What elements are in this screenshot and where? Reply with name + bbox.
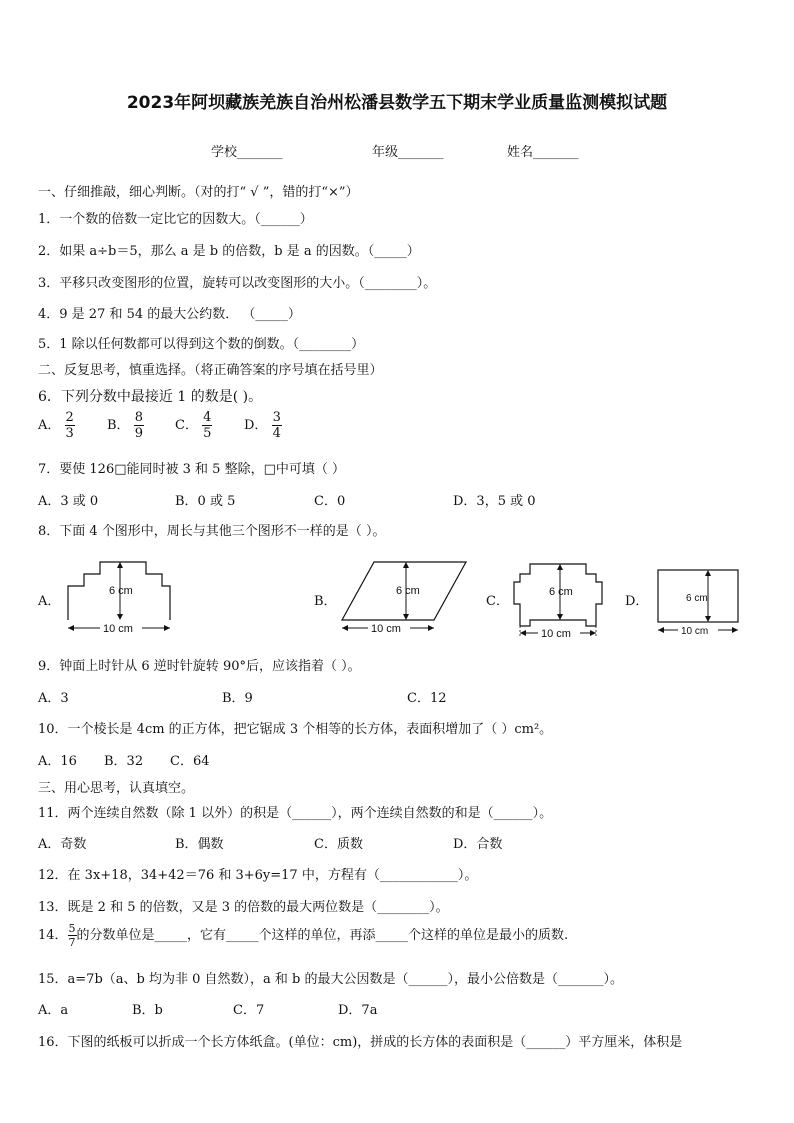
school-field: 学校_______ xyxy=(211,145,283,160)
question-2: 2．如果 a÷b＝5，那么 a 是 b 的倍数，b 是 a 的因数。（_____） xyxy=(38,244,420,259)
width-label: 10 cm xyxy=(371,623,401,635)
figure-d-rectangle xyxy=(650,558,750,638)
option-label: C． xyxy=(175,418,198,433)
numerator: 2 xyxy=(65,410,74,425)
grade-field: 年级_______ xyxy=(372,145,444,160)
q8-label-b: B． xyxy=(314,594,337,609)
option-label: A． xyxy=(38,418,61,433)
q6-option-d xyxy=(244,410,282,441)
q9-option-a: A．3 xyxy=(38,691,69,706)
q15-option-a: A．a xyxy=(38,1003,69,1018)
q15-option-d: D．7a xyxy=(338,1003,378,1018)
q7-option-b: B．0 或 5 xyxy=(175,494,236,509)
figure-a-stepped-shape xyxy=(62,556,182,636)
q7-option-c: C．0 xyxy=(314,494,346,509)
question-1: 1．一个数的倍数一定比它的因数大。（______） xyxy=(38,212,313,227)
question-3: 3．平移只改变图形的位置，旋转可以改变图形的大小。（________）。 xyxy=(38,276,437,291)
numerator: 3 xyxy=(272,410,281,425)
q11-option-a: A．奇数 xyxy=(38,837,87,852)
q6-option-b xyxy=(107,410,144,441)
question-6: 6．下列分数中最接近 1 的数是( )。 xyxy=(38,389,263,405)
question-15: 15．a=7b（a、b 均为非 0 自然数），a 和 b 的最大公因数是（______），最小公倍数是（_______）。 xyxy=(38,972,623,987)
question-13: 13．既是 2 和 5 的倍数，又是 3 的倍数的最大两位数是（________）。 xyxy=(38,900,449,915)
q15-option-c: C．7 xyxy=(233,1003,265,1018)
question-10: 10．一个棱长是 4cm 的正方体，把它锯成 3 个相等的长方体，表面积增加了（ ）cm²。 xyxy=(38,722,553,737)
section-1-heading: 一、仔细推敲，细心判断。（对的打“ √ ”，错的打“×”） xyxy=(38,185,359,200)
question-text: 的分数单位是_____，它有_____个这样的单位，再添_____个这样的单位是最小的质数. xyxy=(76,928,569,943)
q10-option-a: A．16 xyxy=(38,754,77,769)
q7-option-d: D．3，5 或 0 xyxy=(453,494,536,509)
question-number: 14． xyxy=(38,928,68,943)
question-5: 5．1 除以任何数都可以得到这个数的倒数。（________） xyxy=(38,337,365,352)
width-label: 10 cm xyxy=(103,623,133,635)
option-label: B． xyxy=(107,418,130,433)
q11-option-b: B．偶数 xyxy=(175,837,224,852)
question-14 xyxy=(38,922,568,949)
fraction xyxy=(65,410,75,441)
height-label: 6 cm xyxy=(396,585,420,597)
question-4: 4．9 是 27 和 54 的最大公约数． （_____） xyxy=(38,307,301,322)
name-field: 姓名_______ xyxy=(507,145,579,160)
q6-option-a xyxy=(38,410,75,441)
figure-c-notched-shape xyxy=(508,556,610,640)
q9-option-c: C．12 xyxy=(407,691,447,706)
question-12: 12．在 3x+18，34+42＝76 和 3+6y=17 中，方程有（____________）。 xyxy=(38,868,478,883)
section-2-heading: 二、反复思考，慎重选择。（将正确答案的序号填在括号里） xyxy=(38,363,383,378)
option-label: D． xyxy=(244,418,268,433)
question-11: 11．两个连续自然数（除 1 以外）的积是（______），两个连续自然数的和是（______）。 xyxy=(38,806,553,821)
fraction xyxy=(134,410,144,441)
numerator: 4 xyxy=(203,410,212,425)
denominator: 5 xyxy=(203,426,212,441)
q8-label-a: A． xyxy=(38,594,61,609)
height-label: 6 cm xyxy=(686,593,708,604)
q10-option-b: B．32 xyxy=(104,754,144,769)
question-7: 7．要使 126□能同时被 3 和 5 整除，□中可填（ ） xyxy=(38,462,345,477)
q9-option-b: B．9 xyxy=(222,691,253,706)
q15-option-b: B．b xyxy=(132,1003,163,1018)
fraction xyxy=(272,410,282,441)
fraction xyxy=(202,410,212,441)
denominator: 4 xyxy=(272,426,281,441)
width-label: 10 cm xyxy=(681,626,709,637)
q10-option-c: C．64 xyxy=(170,754,210,769)
q11-option-c: C．质数 xyxy=(314,837,363,852)
denominator: 7 xyxy=(68,936,76,949)
denominator: 3 xyxy=(65,426,74,441)
q6-option-c xyxy=(175,410,212,441)
numerator: 5 xyxy=(68,922,76,935)
q7-option-a: A．3 或 0 xyxy=(38,494,99,509)
q8-label-d: D． xyxy=(625,594,649,609)
fraction xyxy=(68,922,77,949)
section-3-heading: 三、用心思考，认真填空。 xyxy=(38,781,195,796)
figure-b-parallelogram xyxy=(338,556,470,636)
height-label: 6 cm xyxy=(549,586,573,598)
q8-label-c: C． xyxy=(486,594,509,609)
height-label: 6 cm xyxy=(109,585,133,597)
width-label: 10 cm xyxy=(541,628,571,640)
denominator: 9 xyxy=(134,426,143,441)
question-9: 9．钟面上时针从 6 逆时针旋转 90°后，应该指着（ ）。 xyxy=(38,659,361,674)
page-title: 2023年阿坝藏族羌族自治州松潘县数学五下期末学业质量监测模拟试题 xyxy=(126,93,668,113)
question-8: 8．下面 4 个图形中，周长与其他三个图形不一样的是（ ）。 xyxy=(38,524,386,539)
question-16: 16．下图的纸板可以折成一个长方体纸盒。(单位：cm)，拼成的长方体的表面积是（______）平方厘米，体积是 xyxy=(38,1035,683,1050)
q11-option-d: D．合数 xyxy=(453,837,503,852)
numerator: 8 xyxy=(134,410,143,425)
